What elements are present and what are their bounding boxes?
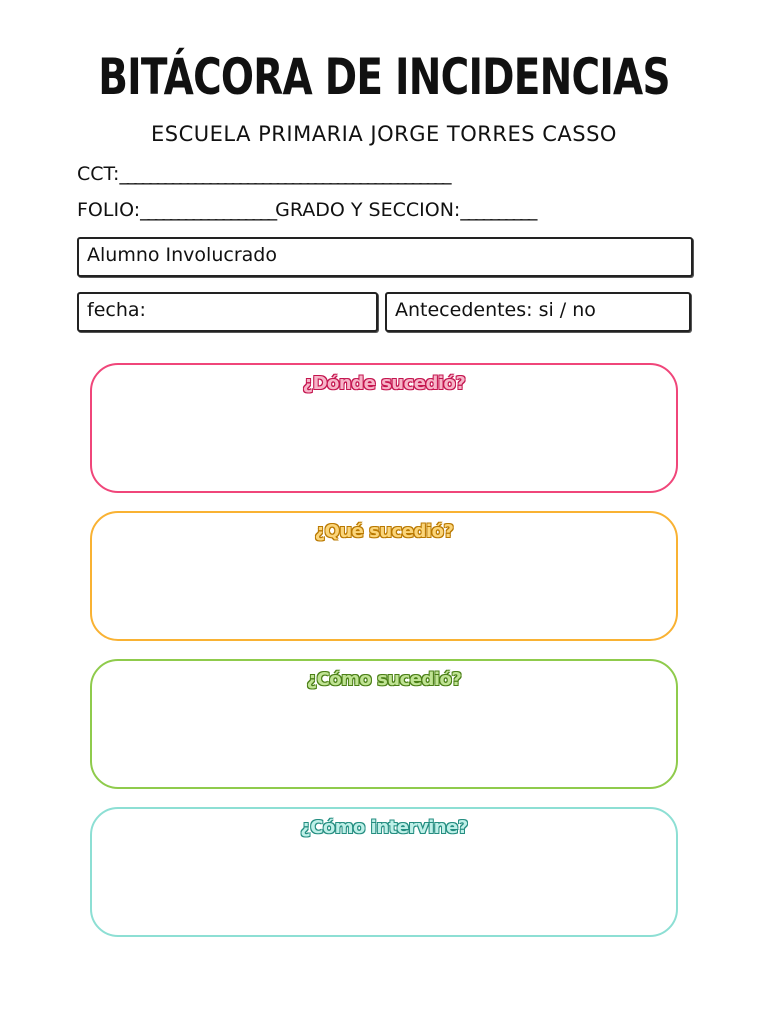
how-intervened-box[interactable]: [90, 807, 678, 937]
date-label: fecha:: [87, 299, 146, 321]
grade-section-blank[interactable]: __________: [460, 199, 536, 221]
cct-blank[interactable]: ____________________________________________: [119, 163, 450, 185]
where-happened-heading: ¿Dónde sucedió?: [302, 373, 466, 394]
student-involved-field[interactable]: [77, 237, 693, 277]
what-happened-box[interactable]: [90, 511, 678, 641]
document-title: BITÁCORA DE INCIDENCIAS: [98, 48, 670, 106]
folio-label: FOLIO:: [77, 199, 141, 221]
antecedents-label: Antecedentes: si / no: [395, 299, 596, 321]
date-field[interactable]: [77, 292, 378, 332]
how-intervened-heading: ¿Cómo intervine?: [300, 817, 468, 838]
how-happened-heading: ¿Cómo sucedió?: [306, 669, 462, 690]
antecedents-field[interactable]: [385, 292, 691, 332]
cct-label: CCT:: [77, 163, 120, 185]
cct-line: [77, 163, 689, 185]
grade-section-label: GRADO Y SECCION:: [275, 199, 461, 221]
what-happened-heading: ¿Qué sucedió?: [314, 521, 454, 542]
folio-blank[interactable]: __________________: [140, 199, 276, 221]
where-happened-box[interactable]: [90, 363, 678, 493]
how-happened-box[interactable]: [90, 659, 678, 789]
folio-grade-line: [77, 199, 689, 221]
student-involved-label: Alumno Involucrado: [87, 244, 277, 266]
school-name: ESCUELA PRIMARIA JORGE TORRES CASSO: [151, 122, 617, 146]
